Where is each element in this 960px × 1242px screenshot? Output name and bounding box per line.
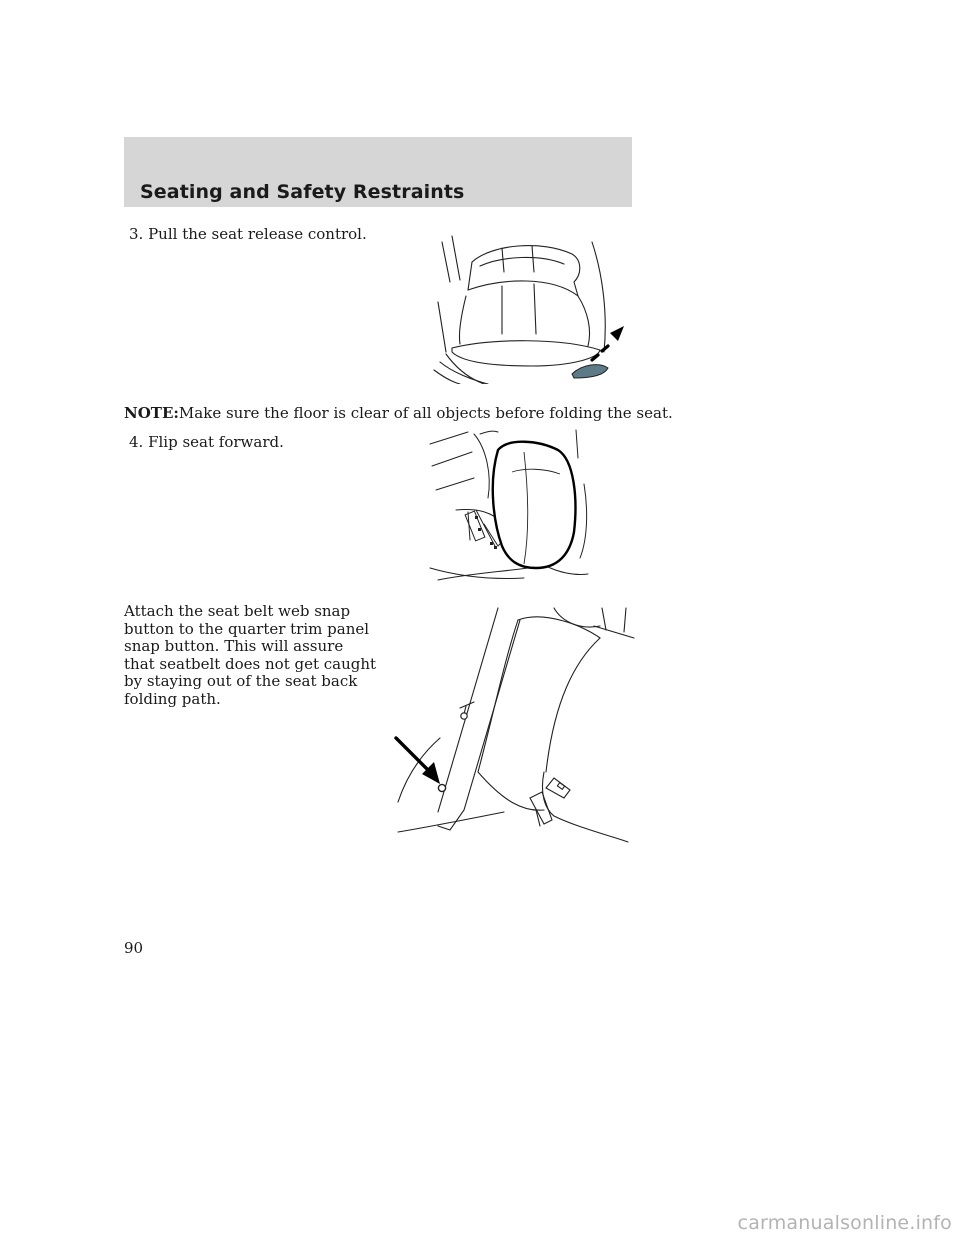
watermark: carmanualsonline.info <box>737 1212 952 1234</box>
step-3-text: Pull the seat release control. <box>148 225 367 243</box>
step-3-number: 3. <box>129 225 144 243</box>
seat-belt-snap-illustration <box>394 602 636 848</box>
seat-fold-forward-illustration <box>428 428 592 582</box>
note-label: NOTE: <box>124 404 179 422</box>
step-4 <box>129 433 284 452</box>
step-4-number: 4. <box>129 433 144 451</box>
note-text: Make sure the floor is clear of all objects before folding the seat. <box>178 404 673 422</box>
page-number: 90 <box>124 939 144 957</box>
section-title: Seating and Safety Restraints <box>140 181 465 203</box>
seat-belt-instruction: Attach the seat belt web snap button to the quarter trim panel snap button. This will assure that seatbelt does not get caught by staying out of the seat back folding path. <box>124 602 377 708</box>
step-4-text: Flip seat forward. <box>148 433 284 451</box>
seat-release-illustration <box>432 222 632 384</box>
step-3 <box>129 225 367 244</box>
note <box>124 404 673 423</box>
section-header-band <box>124 137 632 207</box>
